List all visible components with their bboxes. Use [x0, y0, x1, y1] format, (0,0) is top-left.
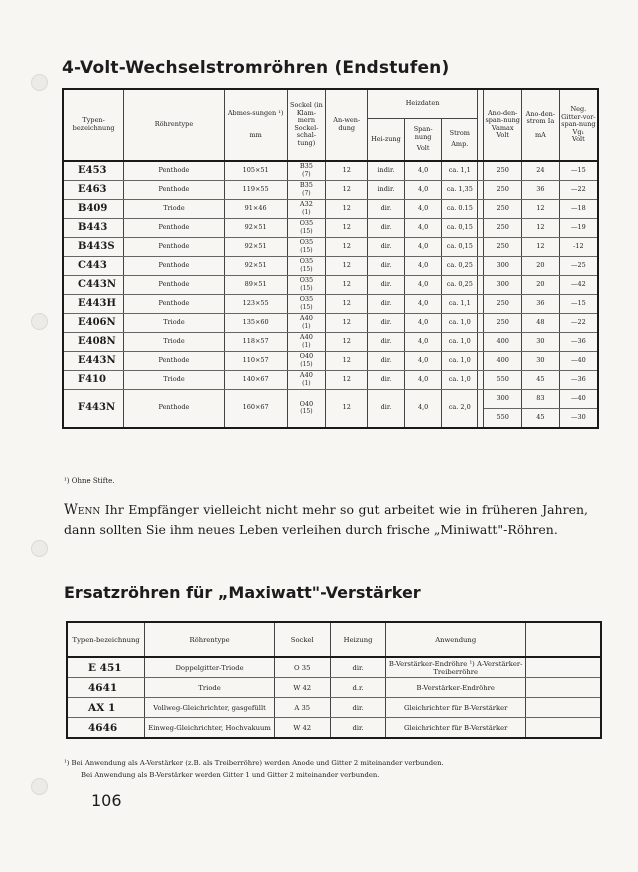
- table-row: [63, 161, 598, 181]
- cell-empty: [525, 698, 601, 718]
- cell-va: 250: [484, 199, 522, 218]
- cell-typ: E463: [63, 180, 124, 199]
- cell-ia: 12: [522, 199, 560, 218]
- cell-spannung: 4,0: [404, 237, 442, 256]
- cell-abm: 92×51: [224, 237, 287, 256]
- header-empty: [525, 622, 601, 657]
- cell-va: 250: [484, 180, 522, 199]
- cell-heizung: dir.: [330, 718, 386, 739]
- cell-typ: E443H: [63, 294, 124, 313]
- footnote: ¹) Bei Anwendung als A-Verstärker (z.B. als Treiberröhre) werden Anode und Gitter 2 miteinander verbunden.: [64, 759, 444, 767]
- cell-typ: 4646: [67, 718, 145, 739]
- cell-va: 300: [484, 389, 522, 408]
- header-roehrentyp: Röhrentype: [124, 89, 225, 161]
- cell-strom: ca. 1,0: [442, 351, 478, 370]
- header-typ: Typen-bezeichnung: [67, 622, 145, 657]
- cell-sockel: A 35: [274, 698, 330, 718]
- cell-strom: ca. 1,0: [442, 313, 478, 332]
- cell-anw: 12: [326, 351, 368, 370]
- cell-heizung: dir.: [368, 294, 405, 313]
- cell-va: 250: [484, 161, 522, 181]
- cell-strom: ca. 1,0: [442, 332, 478, 351]
- cell-vg: —40: [559, 351, 598, 370]
- cell-ia: 20: [522, 275, 560, 294]
- header-strom: Strom Amp.: [442, 119, 478, 161]
- cell-va: 250: [484, 218, 522, 237]
- cell-vg: —15: [559, 294, 598, 313]
- cell-va: 250: [484, 237, 522, 256]
- cell-heizung: indir.: [368, 161, 405, 181]
- cell-anw: 12: [326, 256, 368, 275]
- cell-sockel: O35 (15): [287, 218, 326, 237]
- cell-typ: F443N: [63, 389, 124, 428]
- cell-sockel: O 35: [274, 657, 330, 678]
- cell-strom: ca. 0,15: [442, 218, 478, 237]
- cell-heizung: dir.: [368, 351, 405, 370]
- cell-sockel: O40 (15): [287, 389, 326, 428]
- paragraph-text: Ihr Empfänger vielleicht nicht mehr so gut arbeitet wie in früheren Jahren, dann sollten Sie ihm neues Leben verleihen durch frische „Miniwatt"-Röhren.: [64, 502, 588, 537]
- cell-heizung: dir.: [368, 332, 405, 351]
- cell-roehre: Vollweg-Gleichrichter, gasgefüllt: [145, 698, 275, 718]
- cell-roehre: Penthode: [124, 218, 225, 237]
- header-heizdaten: Heizdaten: [368, 89, 478, 119]
- cell-spannung: 4,0: [404, 313, 442, 332]
- cell-anw: 12: [326, 218, 368, 237]
- cell-typ: C443: [63, 256, 124, 275]
- cell-sockel: O40 (15): [287, 351, 326, 370]
- header-typ: Typen-bezeichnung: [63, 89, 124, 161]
- cell-heizung: d.r.: [330, 678, 386, 698]
- cell-abm: 92×51: [224, 218, 287, 237]
- cell-ia: 45: [522, 370, 560, 389]
- cell-ia: 36: [522, 294, 560, 313]
- cell-heizung: dir.: [368, 237, 405, 256]
- cell-vg: —22: [559, 313, 598, 332]
- cell-anwendung: Gleichrichter für B-Verstärker: [386, 698, 525, 718]
- cell-roehre: Penthode: [124, 180, 225, 199]
- cell-anwendung: B-Verstärker-Endröhre ¹) A-Verstärker-Treiberröhre: [386, 657, 525, 678]
- cell-heizung: dir.: [368, 256, 405, 275]
- cell-abm: 110×57: [224, 351, 287, 370]
- punch-hole: [31, 313, 48, 330]
- cell-anw: 12: [326, 389, 368, 428]
- page-number: 106: [91, 791, 122, 810]
- cell-ia: 30: [522, 332, 560, 351]
- cell-empty: [525, 678, 601, 698]
- section-title: 4-Volt-Wechselstromröhren (Endstufen): [62, 58, 450, 78]
- cell-va: 250: [484, 294, 522, 313]
- cell-heizung: dir.: [368, 389, 405, 428]
- header-anodenstrom: Ano-den-strom Ia mA: [522, 89, 560, 161]
- cell-ia: 24: [522, 161, 560, 181]
- header-anodenspannung: Ano-den-span-nung Vamax Volt: [484, 89, 522, 161]
- header-sockel: Sockel (in Klam-mern Sockel-schal-tung): [287, 89, 326, 161]
- cell-typ: 4641: [67, 678, 145, 698]
- table-row: [63, 218, 598, 237]
- footnote: Bei Anwendung als B-Verstärker werden Gitter 1 und Gitter 2 miteinander verbunden.: [81, 771, 380, 779]
- cell-vg: —25: [559, 256, 598, 275]
- cell-roehre: Penthode: [124, 256, 225, 275]
- cell-empty: [525, 657, 601, 678]
- cell-anw: 12: [326, 313, 368, 332]
- table-row: [63, 351, 598, 370]
- cell-sockel: O35 (15): [287, 256, 326, 275]
- cell-abm: 118×57: [224, 332, 287, 351]
- cell-abm: 92×51: [224, 256, 287, 275]
- cell-sockel: B35 (7): [287, 180, 326, 199]
- cell-roehre: Triode: [124, 313, 225, 332]
- header-anwendung: Anwendung: [386, 622, 525, 657]
- table-row: [67, 678, 601, 698]
- cell-ia: 30: [522, 351, 560, 370]
- cell-sockel: W 42: [274, 718, 330, 739]
- cell-roehre: Penthode: [124, 237, 225, 256]
- cell-vg: —36: [559, 370, 598, 389]
- cell-spannung: 4,0: [404, 332, 442, 351]
- cell-strom: ca. 0,25: [442, 256, 478, 275]
- cell-ia: 20: [522, 256, 560, 275]
- cell-sockel: A40 (1): [287, 313, 326, 332]
- cell-roehre: Triode: [124, 370, 225, 389]
- cell-vg: —15: [559, 161, 598, 181]
- cell-roehre: Triode: [124, 332, 225, 351]
- cell-abm: 89×51: [224, 275, 287, 294]
- cell-vg: -12: [559, 237, 598, 256]
- cell-anw: 12: [326, 237, 368, 256]
- cell-heizung: indir.: [368, 180, 405, 199]
- cell-anwendung: B-Verstärker-Endröhre: [386, 678, 525, 698]
- cell-va: 300: [484, 256, 522, 275]
- cell-heizung: dir.: [368, 218, 405, 237]
- cell-anw: 12: [326, 199, 368, 218]
- cell-sockel: O35 (15): [287, 237, 326, 256]
- cell-roehre: Doppelgitter-Triode: [145, 657, 275, 678]
- cell-strom: ca. 1,0: [442, 370, 478, 389]
- cell-va: 250: [484, 313, 522, 332]
- cell-abm: 123×55: [224, 294, 287, 313]
- cell-strom: ca. 0,25: [442, 275, 478, 294]
- cell-roehre: Penthode: [124, 351, 225, 370]
- cell-va: 400: [484, 351, 522, 370]
- cell-sockel: O35 (15): [287, 275, 326, 294]
- cell-roehre: Triode: [145, 678, 275, 698]
- cell-vg: —18: [559, 199, 598, 218]
- cell-heizung: dir.: [330, 698, 386, 718]
- cell-sockel: A40 (1): [287, 370, 326, 389]
- table-row: [63, 294, 598, 313]
- header-spannung: Span-nung Volt: [404, 119, 442, 161]
- cell-anw: 12: [326, 370, 368, 389]
- table-row: [63, 389, 598, 408]
- cell-abm: 91×46: [224, 199, 287, 218]
- cell-anw: 12: [326, 294, 368, 313]
- cell-vg: —30: [559, 408, 598, 428]
- cell-vg: —22: [559, 180, 598, 199]
- header-sockel: Sockel: [274, 622, 330, 657]
- cell-heizung: dir.: [368, 199, 405, 218]
- cell-typ: B409: [63, 199, 124, 218]
- cell-vg: —19: [559, 218, 598, 237]
- cell-sockel: B35 (7): [287, 161, 326, 181]
- table-row: [63, 370, 598, 389]
- cell-strom: ca. 0.15: [442, 199, 478, 218]
- table-row: [63, 256, 598, 275]
- cell-spannung: 4,0: [404, 370, 442, 389]
- cell-sockel: W 42: [274, 678, 330, 698]
- table-row: [63, 275, 598, 294]
- cell-spannung: 4,0: [404, 199, 442, 218]
- header-anwendung: An-wen-dung: [326, 89, 368, 161]
- tube-spec-table: [62, 88, 599, 429]
- cell-typ: E 451: [67, 657, 145, 678]
- cell-abm: 140×67: [224, 370, 287, 389]
- cell-abm: 119×55: [224, 180, 287, 199]
- cell-vg: —40: [559, 389, 598, 408]
- cell-spannung: 4,0: [404, 161, 442, 181]
- cell-va: 550: [484, 370, 522, 389]
- cell-spannung: 4,0: [404, 218, 442, 237]
- cell-heizung: dir.: [330, 657, 386, 678]
- cell-typ: E443N: [63, 351, 124, 370]
- punch-hole: [31, 74, 48, 91]
- cell-typ: AX 1: [67, 698, 145, 718]
- replacement-tube-table: [66, 621, 602, 739]
- header-heizung: Hei-zung: [368, 119, 405, 161]
- section-title: Ersatzröhren für „Maxiwatt"-Verstärker: [64, 583, 421, 602]
- cell-vg: —36: [559, 332, 598, 351]
- cell-vg: —42: [559, 275, 598, 294]
- table-row: [63, 180, 598, 199]
- cell-roehre: Triode: [124, 199, 225, 218]
- cell-empty: [525, 718, 601, 739]
- cell-ia: 12: [522, 237, 560, 256]
- cell-typ: E453: [63, 161, 124, 181]
- cell-abm: 105×51: [224, 161, 287, 181]
- table-row: [67, 718, 601, 739]
- cell-strom: ca. 0,15: [442, 237, 478, 256]
- cell-spannung: 4,0: [404, 275, 442, 294]
- table-row: [63, 332, 598, 351]
- header-roehrentyp: Röhrentype: [145, 622, 275, 657]
- cell-typ: B443: [63, 218, 124, 237]
- cell-ia: 45: [522, 408, 560, 428]
- cell-strom: ca. 2,0: [442, 389, 478, 428]
- cell-ia: 36: [522, 180, 560, 199]
- cell-typ: B443S: [63, 237, 124, 256]
- cell-anw: 12: [326, 275, 368, 294]
- cell-spannung: 4,0: [404, 256, 442, 275]
- cell-heizung: dir.: [368, 370, 405, 389]
- punch-hole: [31, 540, 48, 557]
- cell-spannung: 4,0: [404, 180, 442, 199]
- punch-hole: [31, 778, 48, 795]
- cell-typ: E406N: [63, 313, 124, 332]
- cell-typ: E408N: [63, 332, 124, 351]
- cell-strom: ca. 1,1: [442, 161, 478, 181]
- cell-spannung: 4,0: [404, 351, 442, 370]
- cell-va: 400: [484, 332, 522, 351]
- cell-roehre: Penthode: [124, 275, 225, 294]
- cell-anw: 12: [326, 180, 368, 199]
- cell-strom: ca. 1,1: [442, 294, 478, 313]
- table-row: [63, 237, 598, 256]
- advert-paragraph: [64, 500, 588, 539]
- cell-abm: 160×67: [224, 389, 287, 428]
- header-heizung: Heizung: [330, 622, 386, 657]
- cell-ia: 12: [522, 218, 560, 237]
- cell-anw: 12: [326, 332, 368, 351]
- cell-va: 300: [484, 275, 522, 294]
- header-gitter: Neg. Gitter-vor-span-nung Vg₁ Volt: [559, 89, 598, 161]
- cell-strom: ca. 1,35: [442, 180, 478, 199]
- cell-roehre: Einweg-Gleichrichter, Hochvakuum: [145, 718, 275, 739]
- table-row: [63, 199, 598, 218]
- paragraph-first-word: Wenn: [64, 502, 101, 518]
- cell-spannung: 4,0: [404, 294, 442, 313]
- cell-ia: 48: [522, 313, 560, 332]
- cell-sockel: O35 (15): [287, 294, 326, 313]
- cell-roehre: Penthode: [124, 294, 225, 313]
- cell-roehre: Penthode: [124, 161, 225, 181]
- cell-va: 550: [484, 408, 522, 428]
- cell-heizung: dir.: [368, 313, 405, 332]
- cell-ia: 83: [522, 389, 560, 408]
- cell-anwendung: Gleichrichter für B-Verstärker: [386, 718, 525, 739]
- cell-sockel: A32 (1): [287, 199, 326, 218]
- table-row: [67, 657, 601, 678]
- cell-spannung: 4,0: [404, 389, 442, 428]
- cell-typ: F410: [63, 370, 124, 389]
- table-row: [63, 313, 598, 332]
- cell-sockel: A40 (1): [287, 332, 326, 351]
- cell-heizung: dir.: [368, 275, 405, 294]
- header-abmessungen: Abmes-sungen ¹) mm: [224, 89, 287, 161]
- cell-roehre: Penthode: [124, 389, 225, 428]
- footnote: ¹) Ohne Stifte.: [64, 477, 115, 485]
- cell-anw: 12: [326, 161, 368, 181]
- table-row: [67, 698, 601, 718]
- cell-abm: 135×60: [224, 313, 287, 332]
- cell-typ: C443N: [63, 275, 124, 294]
